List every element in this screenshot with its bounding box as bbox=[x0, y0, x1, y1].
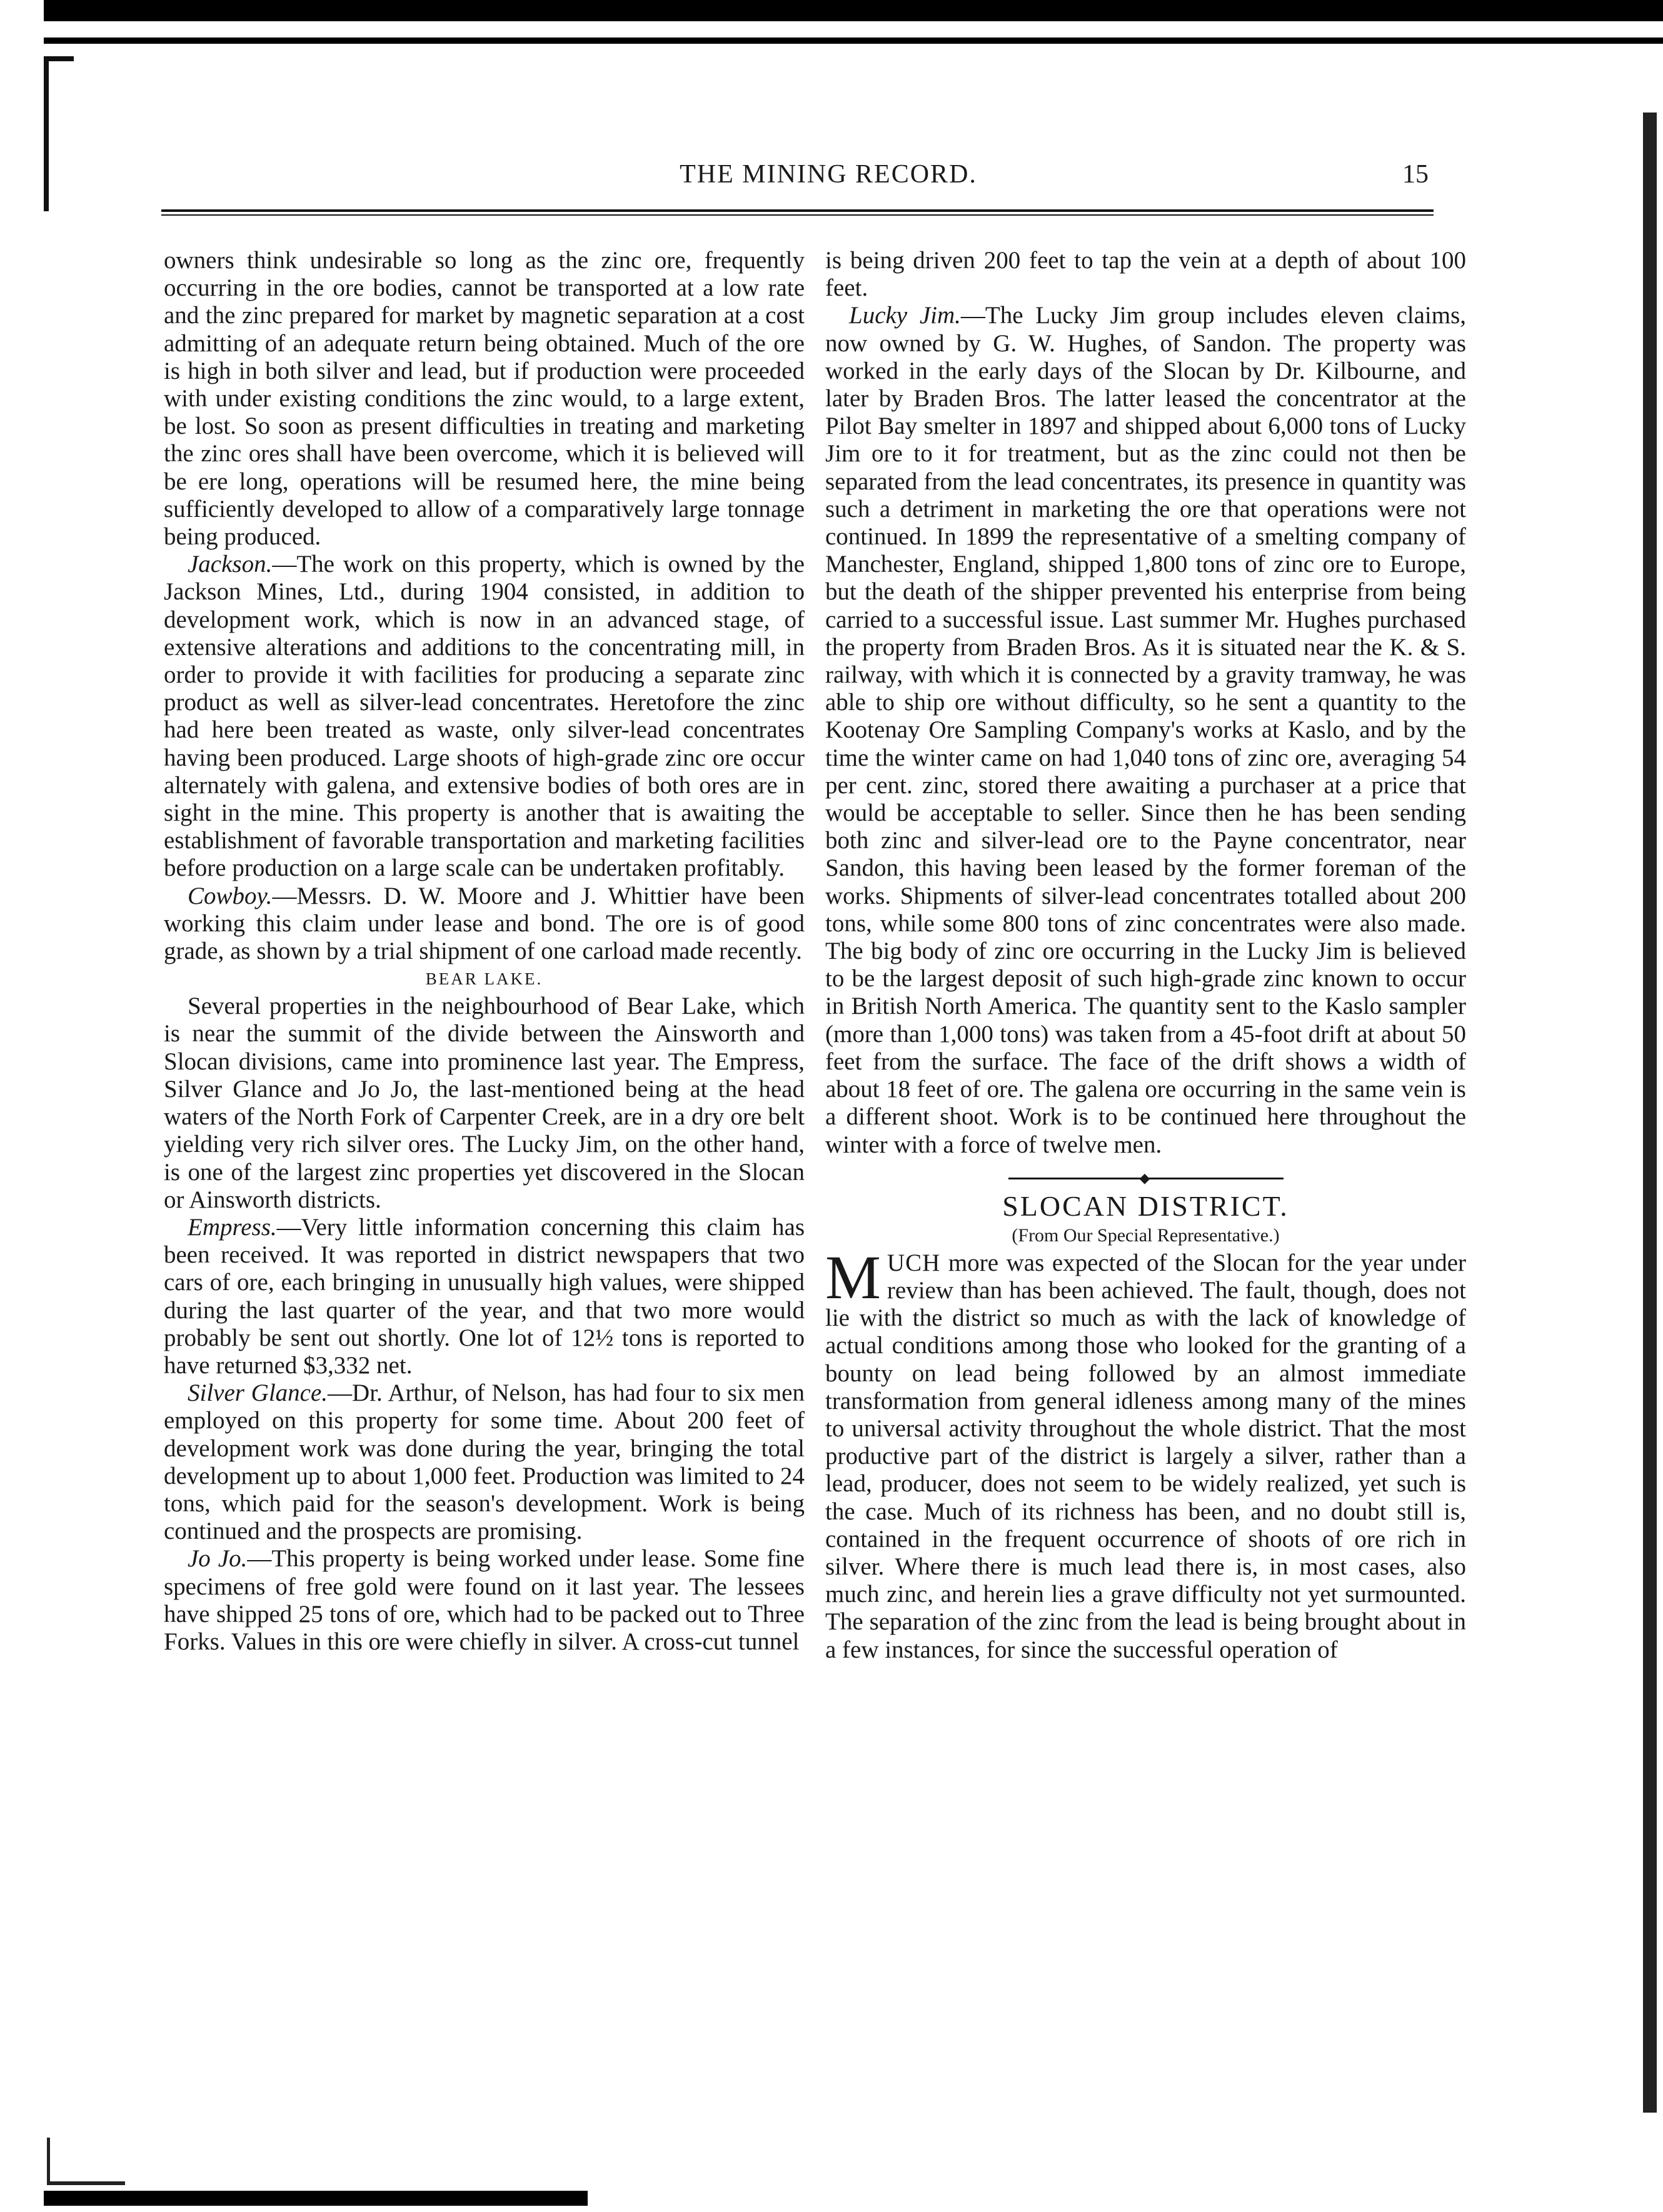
paragraph-empress bbox=[164, 1214, 805, 1379]
top-border-rule bbox=[44, 0, 1663, 21]
byline: (From Our Special Representative.) bbox=[1012, 1224, 1280, 1246]
right-column bbox=[825, 247, 1466, 1664]
top-thin-rule bbox=[44, 38, 1663, 44]
paragraph-silver-glance bbox=[164, 1379, 805, 1545]
property-name-cowboy: Cowboy. bbox=[188, 882, 273, 909]
property-name-lucky-jim: Lucky Jim. bbox=[849, 302, 961, 329]
property-name-empress: Empress. bbox=[188, 1213, 277, 1241]
cowboy-text: —Messrs. D. W. Moore and J. Whittier have been working this claim under lease and bond. The ore is of good grade, as shown by a trial shipment of one carload made recently. bbox=[164, 882, 805, 965]
property-name-jo-jo: Jo Jo. bbox=[188, 1545, 248, 1573]
paragraph-cowboy bbox=[164, 883, 805, 966]
empress-text: —Very little information concerning this claim has been received. It was reported in district newspapers that two cars of ore, each bringing in unusually high values, were shipped during the last quarter of the year, and that two more would probably be sent out shortly. One lot of 12½ tons is reported to have returned $3,332 net. bbox=[164, 1213, 805, 1379]
paragraph-lucky-jim bbox=[825, 302, 1466, 1158]
header-rule bbox=[161, 209, 1434, 216]
left-column bbox=[164, 247, 805, 1656]
property-name-jackson: Jackson. bbox=[188, 551, 273, 578]
silver-glance-text: —Dr. Arthur, of Nelson, has had four to six men employed on this property for some time. About 200 feet of development work was done during the year, bringing the total development up to about 1,000 feet. Production was limited to 24 tons, which paid for the season's development. Work is being continued and the prospects are promising. bbox=[164, 1379, 805, 1545]
divider-ornament-icon: ◆ bbox=[1139, 1169, 1150, 1186]
paragraph-bear-lake: Several properties in the neighbourhood of Bear Lake, which is near the summit of the divide between the Ainsworth and Slocan divisions, came into prominence last year. The Empress, Silver Glance and Jo Jo, the last-mentioned being at the head waters of the North Fork of Carpenter Creek, are in a dry ore belt yielding very rich silver ores. The Lucky Jim, on the other hand, is one of the largest zinc properties yet discovered in the Slocan or Ainsworth districts. bbox=[164, 993, 805, 1213]
running-head: THE MINING RECORD. bbox=[680, 160, 977, 189]
paragraph-jackson bbox=[164, 551, 805, 882]
scan-corner-mark bbox=[44, 56, 74, 211]
paragraph-slocan bbox=[825, 1242, 1466, 1664]
section-divider bbox=[1008, 1169, 1284, 1186]
drop-cap: M bbox=[825, 1242, 881, 1312]
section-heading-bear-lake: BEAR LAKE. bbox=[425, 969, 543, 989]
jo-jo-text: —This property is being worked under lease. Some fine specimens of free gold were found on it last year. The lessees have shipped 25 tons of ore, which had to be packed out to Three Forks. Values in this ore were chiefly in silver. A cross-cut tunnel bbox=[164, 1545, 805, 1655]
page-number: 15 bbox=[1402, 160, 1429, 189]
section-title-slocan-district: SLOCAN DISTRICT. bbox=[1002, 1189, 1289, 1222]
opening-word: UCH bbox=[887, 1249, 941, 1276]
paragraph-jo-jo bbox=[164, 1545, 805, 1656]
paragraph-owners: owners think undesirable so long as the zinc ore, frequently occurring in the ore bodies, cannot be transported at a low rate and the zinc prepared for market by magnetic separation at a cost admitting of an adequate return being obtained. Much of the ore is high in both silver and lead, but if production were proceeded with under existing conditions the zinc would, to a large extent, be lost. So soon as present difficulties in treating and marketing the zinc ores shall have been overcome, which it is believed will be ere long, operations will be resumed here, the mine being sufficiently developed to allow of a comparatively large tonnage being produced. bbox=[164, 247, 805, 551]
property-name-silver-glance: Silver Glance. bbox=[188, 1379, 328, 1407]
scan-bottom-mark bbox=[47, 2138, 125, 2185]
paragraph-tunnel-continued: is being driven 200 feet to tap the vein at a depth of about 100 feet. bbox=[825, 247, 1466, 302]
jackson-text: —The work on this property, which is owned by the Jackson Mines, Ltd., during 1904 consisted, in addition to development work, which is now in an advanced stage, of extensive alterations and additions to the concentrating mill, in order to provide it with facilities for producing a separate zinc product as well as silver-lead concentrates. Heretofore the zinc had here been treated as waste, only silver-lead concentrates having been produced. Large shoots of high-grade zinc ore occur alternately with galena, and extensive bodies of both ores are in sight in the mine. This property is another that is awaiting the establishment of favorable transportation and marketing facilities before production on a large scale can be undertaken profitably. bbox=[164, 551, 805, 882]
slocan-text: more was expected of the Slocan for the year under review than has been achieved. The fault, though, does not lie with the district so much as with the lack of knowledge of actual conditions among those who looked for the granting of a bounty on lead being followed by an almost immediate transformation from general idleness among many of the mines to universal activity throughout the whole district. That the most productive part of the district is largely a silver, rather than a lead, producer, does not seem to be widely realized, yet such is the case. Much of its richness has been, and no doubt still is, contained in the frequent occurrence of shoots of ore rich in silver. Where there is much lead there is, in most cases, also much zinc, and herein lies a grave difficulty not yet surmounted. The separation of the zinc from the lead is being brought about in a few instances, for since the successful operation of bbox=[825, 1249, 1466, 1663]
scan-right-edge bbox=[1643, 113, 1657, 2113]
lucky-jim-text: —The Lucky Jim group includes eleven claims, now owned by G. W. Hughes, of Sandon. The property was worked in the early days of the Slocan by Dr. Kilbourne, and later by Braden Bros. The latter leased the concentrator at the Pilot Bay smelter in 1897 and shipped about 6,000 tons of Lucky Jim ore to it for treatment, but as the zinc could not then be separated from the lead concentrates, its presence in quantity was such a detriment in marketing the ore that operations were not continued. In 1899 the representative of a smelting company of Manchester, England, shipped 1,800 tons of zinc ore to Europe, but the death of the shipper prevented his enterprise from being carried to a successful issue. Last summer Mr. Hughes purchased the property from Braden Bros. As it is situated near the K. & S. railway, with which it is connected by a gravity tramway, he was able to ship ore without difficulty, so he sent a quantity to the Kootenay Ore Sampling Company's works at Kaslo, and by the time the winter came on had 1,040 tons of zinc ore, averaging 54 per cent. zinc, stored there awaiting a purchaser at a price that would be acceptable to seller. Since then he has been sending both zinc and silver-lead ore to the Payne concentrator, near Sandon, this having been leased by the former foreman of the works. Shipments of silver-lead concentrates totalled about 200 tons, while some 800 tons of zinc concentrates were also made. The big body of zinc ore occurring in the Lucky Jim is believed to be the largest deposit of such high-grade zinc known to occur in British North America. The quantity sent to the Kaslo sampler (more than 1,000 tons) was taken from a 45-foot drift at about 50 feet from the surface. The face of the drift shows a width of about 18 feet of ore. The galena ore occurring in the same vein is a different shoot. Work is to be continued here throughout the winter with a force of twelve men. bbox=[825, 302, 1466, 1158]
bottom-border-rule bbox=[44, 2191, 588, 2206]
